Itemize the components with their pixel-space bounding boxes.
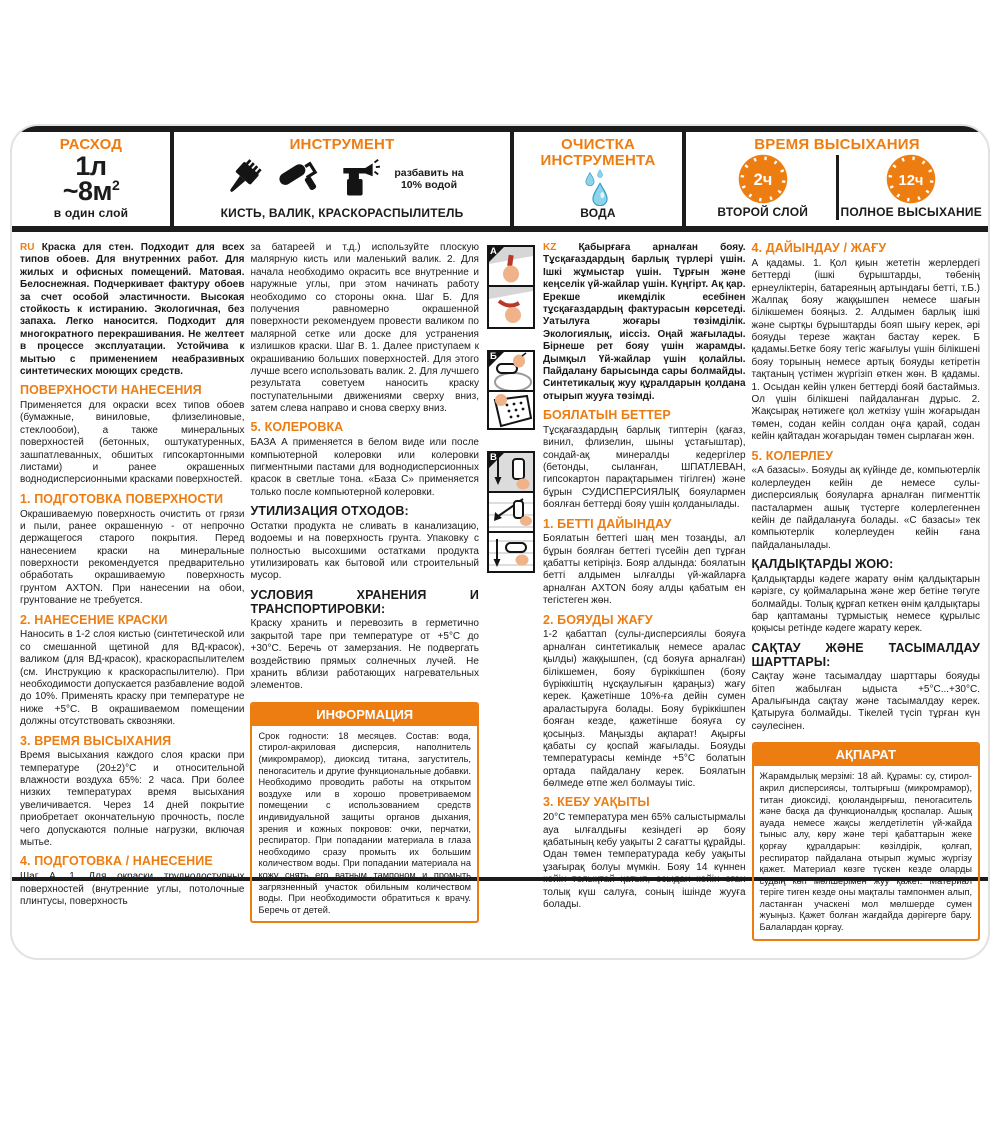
svg-text:2ч: 2ч (753, 170, 773, 189)
dilute-note: разбавить на 10% водой (394, 167, 464, 192)
ru-intro: RU Краска для стен. Подходит для всех типов обоев. Для внутренних работ. Для жилых и офисных помещений. Матовая. Белоснежная. Подчеркивает фактуру обоев за счет особой эластичности. Высокая стойкость к истиранию. Экологичная, без запаха. Легко наносится. Подходит для многократного перекрашивания. Не желтеет в процессе эксплуатации. Устойчива к мытью с применением неабразивных синтетических моющих средств. (20, 242, 245, 377)
section-heading: УСЛОВИЯ ХРАНЕНИЯ И ТРАНСПОРТИРОВКИ: (250, 587, 479, 616)
info-box-kz (752, 742, 980, 940)
section-body: Окрашиваемую поверхность очистить от грязи и пыли, ранее окрашенную - от непрочно держащегося старого покрытия. Перед нанесением краски на минеральные поверхности рекомендуется предварительно обработать окрашиваемую поверхность грунтом AXTON. При нанесении на обои, грунтование не требуется. (20, 508, 245, 607)
clock-2h-icon (737, 153, 789, 205)
consumption-value: 1л $\sim 8м^2$ (62, 150, 120, 207)
roller-zigzag-icon (489, 491, 533, 531)
section-heading: 2. БОЯУДЫ ЖАҒУ (542, 612, 653, 627)
section-body: Тұсқағаздардың барлық типтерін (қағаз, винил, флизелин, шыны ұстағыштар), сондай-ақ минералды кедергілер (бетонды, сыланған, ШПАТЛЕВАН, гипсокартон парақтарымен тігілген) және бұрын СУДИСПЕРСИЯЛЫҚ бояулармен боялған беттерді бояу үшін қолданылады. (542, 424, 746, 511)
kz-intro: KZ Қабырғаға арналған бояу. Тұсқағаздардың барлық түрлері үшін. Ішкі жұмыстар үшін. Тұрғын және кеңселік үй-жайлар үшін. Күңгірт. Ақ қар. Ерекше икемділік есебінен тұсқағаздардың фактурасын көрсетеді. Уатылуға жоғары төзімділік. Экологиялық, иіссіз. Оңай жағылады. Бірнеше рет бояу үшін жарамды. Дымқыл Үй-жайлар үшін қолайлы. Пайдалану барысында сары болмайды. Синтетикалық жуу құралдарын қолдана отырып жууға төзімді. (542, 242, 746, 402)
section-heading: 4. ДАЙЫНДАУ / ЖАҒУ (751, 241, 887, 255)
tools-section (174, 132, 510, 226)
section-body: Остатки продукта не сливать в канализацию, водоемы и на поверхность грунта. Упаковку с полностью высохшими остатками продукта утилизировать как бытовой или строительный мусор. (250, 520, 479, 582)
section-heading: УТИЛИЗАЦИЯ ОТХОДОВ: (250, 504, 409, 519)
pictogram-step-b (487, 350, 535, 430)
roller-icon (278, 157, 322, 201)
spray-gun-icon (336, 157, 380, 201)
drying-clocks-row (690, 153, 984, 220)
cleaning-caption: ВОДА (580, 206, 616, 220)
section-body: Наносить в 1-2 слоя кистью (синтетической или со смешанной щетиной для ВД-красок), валиком (для ВД-красок), краскораспылителем (см. Инструкцию к краскораспылителю). При необходимости допускается разбавление водой до 10%. Применять краску при температуре не ниже +5°С. В окрашиваемом помещении должны отсутствовать сквозняки. (20, 629, 245, 728)
drying-section (686, 132, 988, 226)
section-heading: 2. НАНЕСЕНИЕ КРАСКИ (20, 612, 168, 627)
section-body: 20°С температура мен 65% салыстырмалы ауа ылғалдығы кезіндегі әр бояу қабатының кебу уақыты 2 сағатты құрайды. Одан төмен температурада кебу уақыты ұзағырақ болуы мүмкін. Бояу 14 күннен кейін толықтай қатып, осыдан кейін оған толық күш салуға, соның ішінде жууға болады. (542, 812, 746, 910)
section-heading: 5. КОЛЕРЛЕУ (751, 448, 834, 463)
section-body: Сақтау және тасымалдау шарттары бояуды бітеп жабылған ыдыста +5°С...+30°С. Аралығында сақтау және тасымалдау керек. Қатыруға болмайды. Тікелей түсіп тұрған күн сәулесінен. (751, 671, 980, 732)
cleaning-title: ОЧИСТКА ИНСТРУМЕНТА (540, 136, 656, 169)
full-dry-label: ПОЛНОЕ ВЫСЫХАНИЕ (840, 205, 982, 219)
section-heading: 1. БЕТТІ ДАЙЫНДАУ (542, 516, 672, 531)
section-body: Боялатын беттегі шаң мен тозаңды, ал бұрын боялған беттегі түсейін деп тұрған қабатты кетіріңіз. Бояр алдында: боялатын бетті алдымен ылғалды үй-жайларға арналған AXTON бояу алды қабатым ен тегістеген жөн. (542, 533, 746, 607)
column-kz-2 (751, 241, 980, 933)
section-heading: 4. ПОДГОТОВКА / НАНЕСЕНИЕ (20, 854, 213, 869)
info-box-kz-body: Жарамдылық мерзімі: 18 ай. Құрамы: су, стирол-акрил дисперсиясы, толтырғыш (микромрамор), титан диоксиді, қоюландырғыш, пеногаситель және басқа да функционалдық қоспалар. Ашық ауада немесе жақсы желдетілетін үй-жайда тыныс алу, көру және тері қабаттарын жеке қорғау құралдарын: көзілдірік, қолғап, респиратор пайдалана отырып жұмыс жүргізу қажет. Материал көзге түскен кезде оларды судың көп мөлшерімен жуу қажет. Материал теріге тиген кезде оны мақталы тампонмен алып, ластанған учаскені мол мөлшерде сумен жуыңыз. Қажет болған жағдайда дәрігерге бару. Балалардан қорғау. (759, 771, 972, 933)
header-band (12, 132, 988, 226)
paintbrush-icon (220, 157, 264, 201)
step-a-tag: А (488, 246, 505, 263)
consumption-section (12, 132, 170, 226)
section-body: Применяется для окраски всех типов обоев (бумажные, виниловые, флизелиновые, стеклообои), а также минеральных поверхностей (бетонных, оштукатуренных, зашпатлеванных, обшитых гипсокартонными листами) и ранее окрашенных воднодисперсионными красками поверхностей. (20, 400, 245, 486)
section-body: БАЗА А применяется в белом виде или после компьютерной колеровки или колеровки пигментными пастами для воднодисперсионных красок в светлые тона. «База С» применяется только после компьютерной колеровки. (250, 437, 479, 498)
ru-continuation: за батареей и т.д.) используйте плоскую малярную кисть или маленький валик. 2. Для начала необходимо окрасить все внутренние и наружные углы, при этом начинать работу необходимо со стороны окна. Шаг Б. Для получения равномерно окрашенной поверхности рекомендуем провести валиком по малярной сетке или доске для устранения излишков краски. Шаг В. 1. Далее приступаем к окрашиванию больших поверхностей. Для этого лучше всего использовать валик. 2. Для лучшего результата советуем наносить краску поступательными движениями сверху вниз, затем слева направо и снова сверху вниз. (250, 242, 479, 415)
section-heading: 3. ВРЕМЯ ВЫСЫХАНИЯ (20, 733, 172, 748)
info-box-ru-body: Срок годности: 18 месяцев. Состав: вода, стирол-акриловая дисперсия, наполнитель (микромрамор), диоксид титана, загуститель, пеногаситель и другие функциональные добавки. Необходимо проводить работы на открытом воздухе или в хорошо проветриваемом помещении с использованием средств индивидуальной защиты органов дыхания, зрения и кожных покровов: очки, перчатки, респиратор. При попадании материала в глаза необходимо сразу промыть их большим количеством воды. При попадании материала на кожу снять его ватным тампоном и промыть загрязненный участок обильным количеством воды. При необходимости обратиться к врачу. Беречь от детей. (258, 730, 471, 915)
tools-icons-row (220, 157, 463, 201)
section-body: Краску хранить и перевозить в герметично закрытой таре при температуре от +5°С до +30°С. Беречь от замерзания. Не подвергать воздействию прямых солнечных лучей. Не хранить вблизи работающих нагревательных элементов. (250, 618, 479, 692)
tools-caption: КИСТЬ, ВАЛИК, КРАСКОРАСПЫЛИТЕЛЬ (220, 206, 464, 220)
full-dry-group (839, 153, 985, 220)
section-body: 1-2 қабаттап (сулы-дисперсиялы бояуға арналған синтетикалық немесе аралас қылды) жаққышпен, (сд бояуға арналған) білікшемен, бояу бүріккішпен (бояу бүріккіштің нұсқаулығын қараңыз) жағу керек. Қажетінше 10%-ға дейін сумен араластыруға болады. Бояу бүріккішпен бояған кезде, қажетінше бояуға су қосыңыз. Маңызды ақпарат! Ақырғы қабаты су қоспай жағылады. Бояуды температурасы кемінде +5°С болатын ортада пайдалану керек. Боялатын бөлмеде өтпе жел болмауы тиіс. (542, 629, 746, 790)
paint-grid-icon (489, 390, 533, 430)
water-drops-icon (575, 169, 621, 207)
ledge-brush-icon (489, 285, 533, 325)
section-body: А қадамы. 1. Қол қиын жететін жерлердегі беттерді (ішкі бұрыштарды, төбенің ернеуліктерін, батареяның артындағы бетті, т.Б.) Жалпақ бояу жаққышпен немесе шағын білікшемен бояңыз. 2. Алдымен барлық ішкі және сыртқы бұрыштарды бояп шығу керек, әрі бояуды терезе жақтан бастау керек. Б қадамы.Бетке бояу тегіс жағылуы үшін білікшені бояу торының немесе артық бояуды кетіретін тақтаның үстімен жүргізіп өткен жөн. В қадамы. 1. Осыдан кейін үлкен беттерді бояй бастаймыз. Ол үшін білікшені пайдаланған дұрыс. 2. Жақсырақ нәтижеге қол жеткізу үшін жоғарыдан төмен, содан кейін солдан оңға қарай, содан кейін қайтадан жоғарыдан төмен сырлаған жөн. (751, 257, 980, 443)
info-box-ru (250, 702, 478, 924)
paint-label (10, 124, 990, 960)
section-heading: САҚТАУ ЖӘНЕ ТАСЫМАЛДАУ ШАРТТАРЫ: (751, 640, 980, 669)
second-coat-group (690, 153, 836, 220)
svg-text:12ч: 12ч (898, 172, 924, 189)
column-kz-1 (542, 242, 746, 910)
second-coat-label: ВТОРОЙ СЛОЙ (717, 205, 809, 219)
section-body: Қалдықтарды кәдеге жарату өнім қалдықтарын кәрізге, су қоймаларына және жер бетіне төгуге болмайды. Толық құрғап кеткен өнім қалдықтары бар қаптаманы тұрмыстық немесе құрылыс қоқысы ретінде кәдеге жарату керек. (751, 573, 980, 635)
section-heading: 1. ПОДГОТОВКА ПОВЕРХНОСТИ (20, 491, 224, 506)
tools-title: ИНСТРУМЕНТ (289, 136, 395, 153)
info-box-ru-title: ИНФОРМАЦИЯ (252, 704, 476, 726)
column-ru-2 (250, 242, 479, 915)
kz-lang-badge: KZ (542, 242, 557, 253)
cleaning-section (514, 132, 682, 226)
ru-lang-badge: RU (20, 242, 35, 253)
section-body: Шаг А. 1. Для окраски труднодоступных поверхностей (внутренние углы, потолочные плинтусы, поверхность (20, 871, 245, 907)
step-b-tag: Б (488, 351, 505, 368)
consumption-note: в один слой (53, 206, 129, 220)
drying-title: ВРЕМЯ ВЫСЫХАНИЯ (754, 136, 920, 153)
step-v-tag: В (488, 452, 505, 469)
clock-12h-icon (885, 153, 937, 205)
pictogram-strip (485, 242, 537, 877)
section-heading: 3. КЕБУ УАҚЫТЫ (542, 795, 650, 810)
section-body: Время высыхания каждого слоя краски при температуре (20±2)°С и относительной влажности воздуха 65%: 2 часа. При более низких температурах время высыхания увеличивается. Через 14 дней покрытие приобретает окончательную прочность, после чего допускаются полные нагрузки, включая мытье. (20, 750, 245, 849)
section-heading: ПОВЕРХНОСТИ НАНЕСЕНИЯ (20, 383, 202, 398)
info-box-kz-title: АҚПАРАТ (754, 744, 978, 766)
column-ru-1 (20, 242, 245, 907)
section-heading: БОЯЛАТЫН БЕТТЕР (542, 408, 671, 423)
section-heading: ҚАЛДЫҚТАРДЫ ЖОЮ: (751, 557, 894, 572)
roller-finish-icon (489, 531, 533, 571)
pictogram-step-a (487, 245, 535, 329)
pictogram-step-v (487, 451, 535, 573)
consumption-title: РАСХОД (59, 136, 123, 153)
section-heading: 5. КОЛЕРОВКА (250, 420, 344, 435)
body-area (12, 232, 988, 933)
section-body: «А базасы». Бояуды ақ күйінде де, компьютерлік колерлеуден кейін де немесе сулы-дисперсиялық бояуларға арналған пигменттік пасталармен ашық түстерге колерлегеннен кейін де пайдалануға болады. «С базасы» тек компьютерлік колерлеуден кейін ғана пайдаланылады. (751, 465, 980, 551)
